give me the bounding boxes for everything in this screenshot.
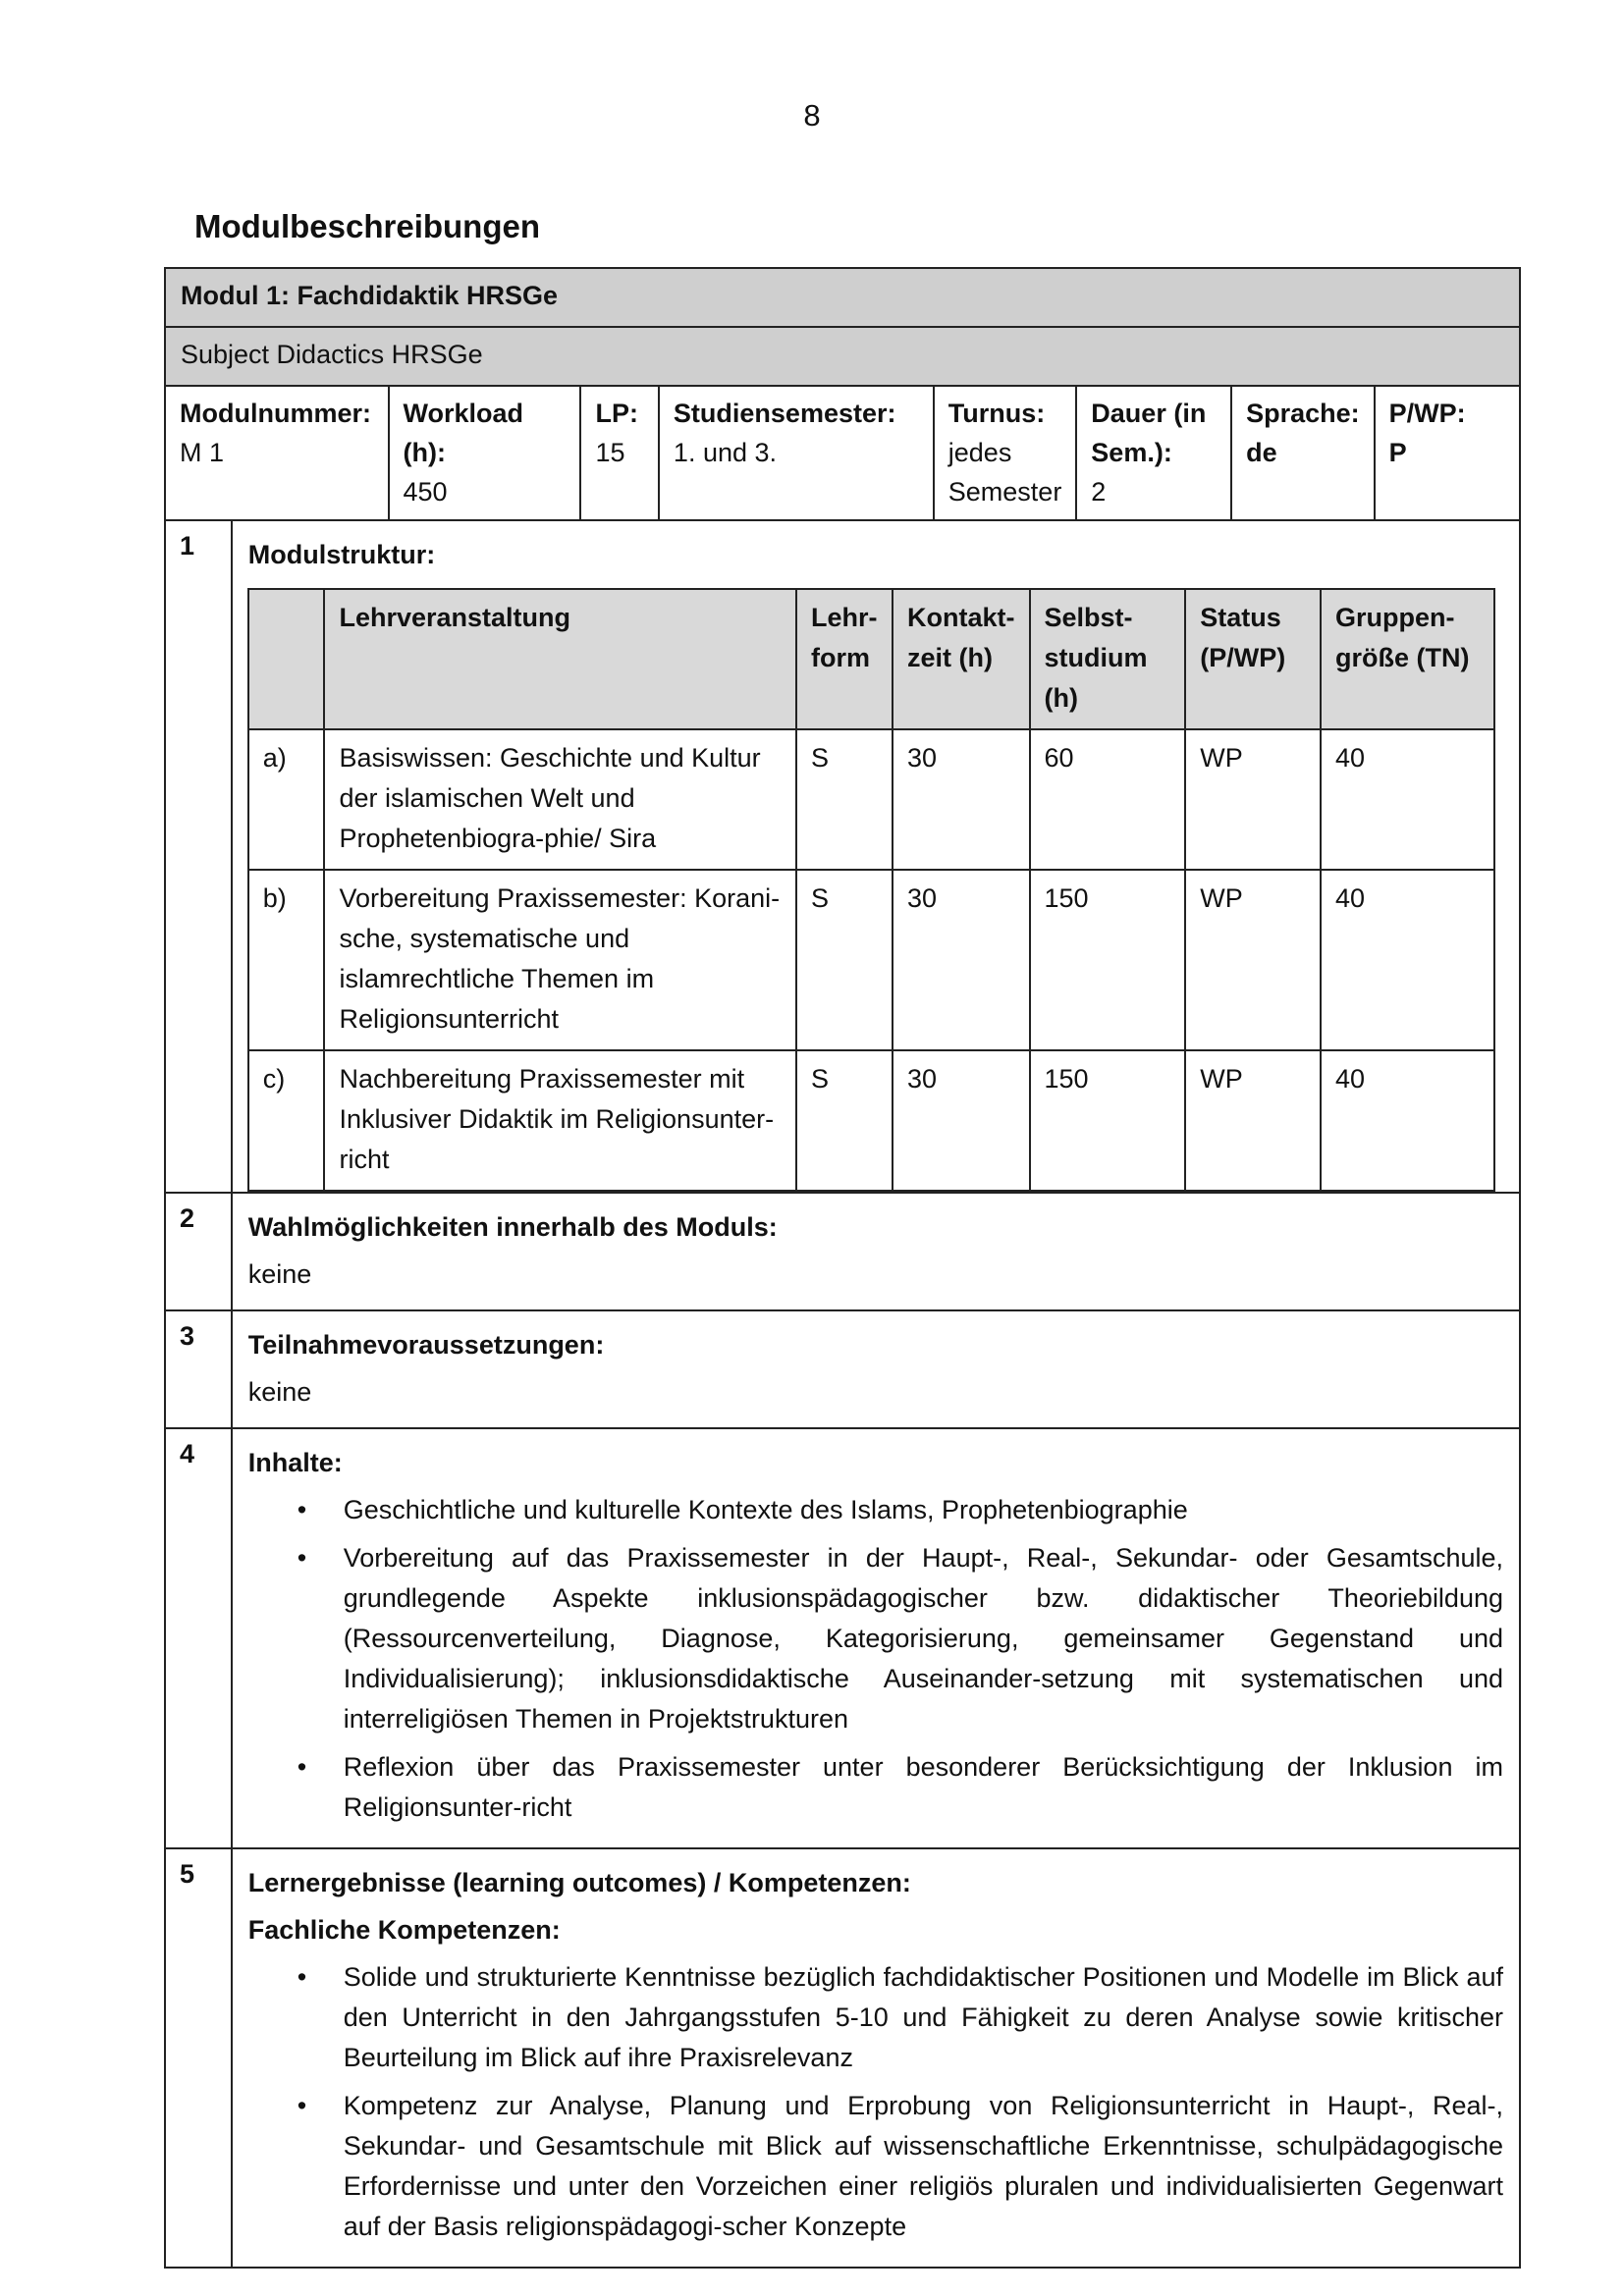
list-item: • Geschichtliche und kulturelle Kontexte des Islams, Prophetenbiographie [248,1490,1503,1530]
section-1 [165,520,1520,1193]
meta-sprache [1231,386,1375,520]
table-row [248,870,1494,1050]
section-3 [165,1310,1520,1428]
section-heading: Wahlmöglichkeiten innerhalb des Moduls: [247,1212,778,1242]
section-number: 3 [165,1310,232,1428]
meta-label: Dauer (in Sem.): [1091,399,1207,467]
meta-modulnummer [165,386,389,520]
meta-label: Studiensemester: [673,399,896,428]
module-subtitle: Subject Didactics HRSGe [165,327,1520,386]
section-heading: Inhalte: [247,1448,343,1477]
section-content [232,1310,1520,1428]
meta-lp [580,386,658,520]
row-status: WP [1185,729,1321,870]
meta-value: 1. und 3. [673,438,778,467]
section-4 [165,1428,1520,1848]
row-gruppe: 40 [1321,729,1494,870]
meta-value: jedes Semester [947,438,1062,507]
row-id: b) [248,870,325,1050]
meta-label: Turnus: [947,399,1046,428]
row-form: S [796,1050,893,1191]
meta-pwp [1375,386,1520,520]
table-header-row [248,589,1494,729]
row-id: c) [248,1050,325,1191]
list-item: • Kompetenz zur Analyse, Planung und Erprobung von Religionsunterricht in Haupt-, Real-, Sekundar- und Gesamtschule mit Blick auf wissenschaftliche Erkenntnisse, schulpädagogische Erfordernisse und unter den Vorzeichen einer religiös pluralen und individualisierten Gegenwart auf der Basis religionspädagogi-scher Konzepte [248,2086,1503,2247]
meta-value: P [1388,438,1407,467]
row-status: WP [1185,870,1321,1050]
header-cell: Gruppen-größe (TN) [1321,589,1494,729]
row-form: S [796,870,893,1050]
meta-value: 450 [403,477,448,507]
section-2 [165,1193,1520,1310]
row-name: Nachbereitung Praxissemester mit Inklusiver Didaktik im Religionsunter-richt [324,1050,796,1191]
header-cell: Selbst-studium (h) [1030,589,1186,729]
module-meta-row [165,386,1520,520]
header-cell [248,589,325,729]
meta-turnus [934,386,1077,520]
row-selbst: 150 [1030,870,1186,1050]
page-number: 8 [803,98,821,133]
modulstruktur-table [247,588,1495,1192]
meta-value: 15 [595,438,625,467]
row-gruppe: 40 [1321,870,1494,1050]
section-content [232,1848,1520,2268]
section-number: 2 [165,1193,232,1310]
meta-value: 2 [1091,477,1107,507]
meta-label: P/WP: [1388,399,1466,428]
row-name: Vorbereitung Praxissemester: Korani-sche, systematische und islamrechtliche Themen im Religionsunterricht [324,870,796,1050]
meta-workload [389,386,581,520]
meta-label: LP: [595,399,638,428]
section-text: keine [247,1377,312,1407]
section-content [232,520,1520,1193]
module-table [164,267,1521,2269]
section-subheading: Fachliche Kompetenzen: [247,1915,561,1945]
row-kontakt: 30 [893,729,1030,870]
row-selbst: 150 [1030,1050,1186,1191]
row-name: Basiswissen: Geschichte und Kultur der islamischen Welt und Prophetenbiogra-phie/ Sira [324,729,796,870]
table-row [248,1050,1494,1191]
section-title: Modulbeschreibungen [194,208,541,244]
row-kontakt: 30 [893,870,1030,1050]
row-kontakt: 30 [893,1050,1030,1191]
meta-value: M 1 [180,438,225,467]
table-row [248,729,1494,870]
section-number: 1 [165,520,232,1193]
header-cell: Lehr-form [796,589,893,729]
row-gruppe: 40 [1321,1050,1494,1191]
module-title: Modul 1: Fachdidaktik HRSGe [165,268,1520,327]
list-item: • Vorbereitung auf das Praxissemester in der Haupt-, Real-, Sekundar- oder Gesamtschule, grundlegende Aspekte inklusionspädagogischer bzw. didaktischer Theoriebildung (Ressourcenverteilung, Diagnose, Kategorisierung, gemeinsamer Gegenstand und Individualisierung); inklusionsdidaktische Auseinander-setzung mit systematischen und interreligiösen Themen in Projektstrukturen [248,1538,1503,1739]
row-id: a) [248,729,325,870]
meta-label: Workload (h): [403,399,524,467]
section-heading: Teilnahmevoraussetzungen: [247,1330,605,1360]
row-status: WP [1185,1050,1321,1191]
meta-dauer [1076,386,1231,520]
section-heading: Lernergebnisse (learning outcomes) / Kompetenzen: [247,1868,911,1897]
meta-studiensemester [659,386,934,520]
kompetenzen-list [248,1957,1503,2247]
meta-value: de [1246,438,1277,467]
row-selbst: 60 [1030,729,1186,870]
section-heading: Modulstruktur: [247,540,436,569]
section-number: 4 [165,1428,232,1848]
section-content [232,1428,1520,1848]
meta-label: Modulnummer: [180,399,371,428]
section-5 [165,1848,1520,2268]
list-item: • Solide und strukturierte Kenntnisse bezüglich fachdidaktischer Positionen und Modelle im Blick auf den Unterricht in den Jahrgangsstufen 5-10 und Fähigkeit zu deren Analyse sowie kritischer Beurteilung im Blick auf ihre Praxisrelevanz [248,1957,1503,2078]
header-cell: Lehrveranstaltung [324,589,796,729]
list-item: • Reflexion über das Praxissemester unter besonderer Berücksichtigung der Inklusion im Religionsunter-richt [248,1747,1503,1828]
section-content [232,1193,1520,1310]
meta-label: Sprache: [1246,399,1360,428]
row-form: S [796,729,893,870]
header-cell: Kontakt-zeit (h) [893,589,1030,729]
section-text: keine [247,1259,312,1289]
inhalte-list [248,1490,1503,1828]
section-number: 5 [165,1848,232,2268]
header-cell: Status (P/WP) [1185,589,1321,729]
